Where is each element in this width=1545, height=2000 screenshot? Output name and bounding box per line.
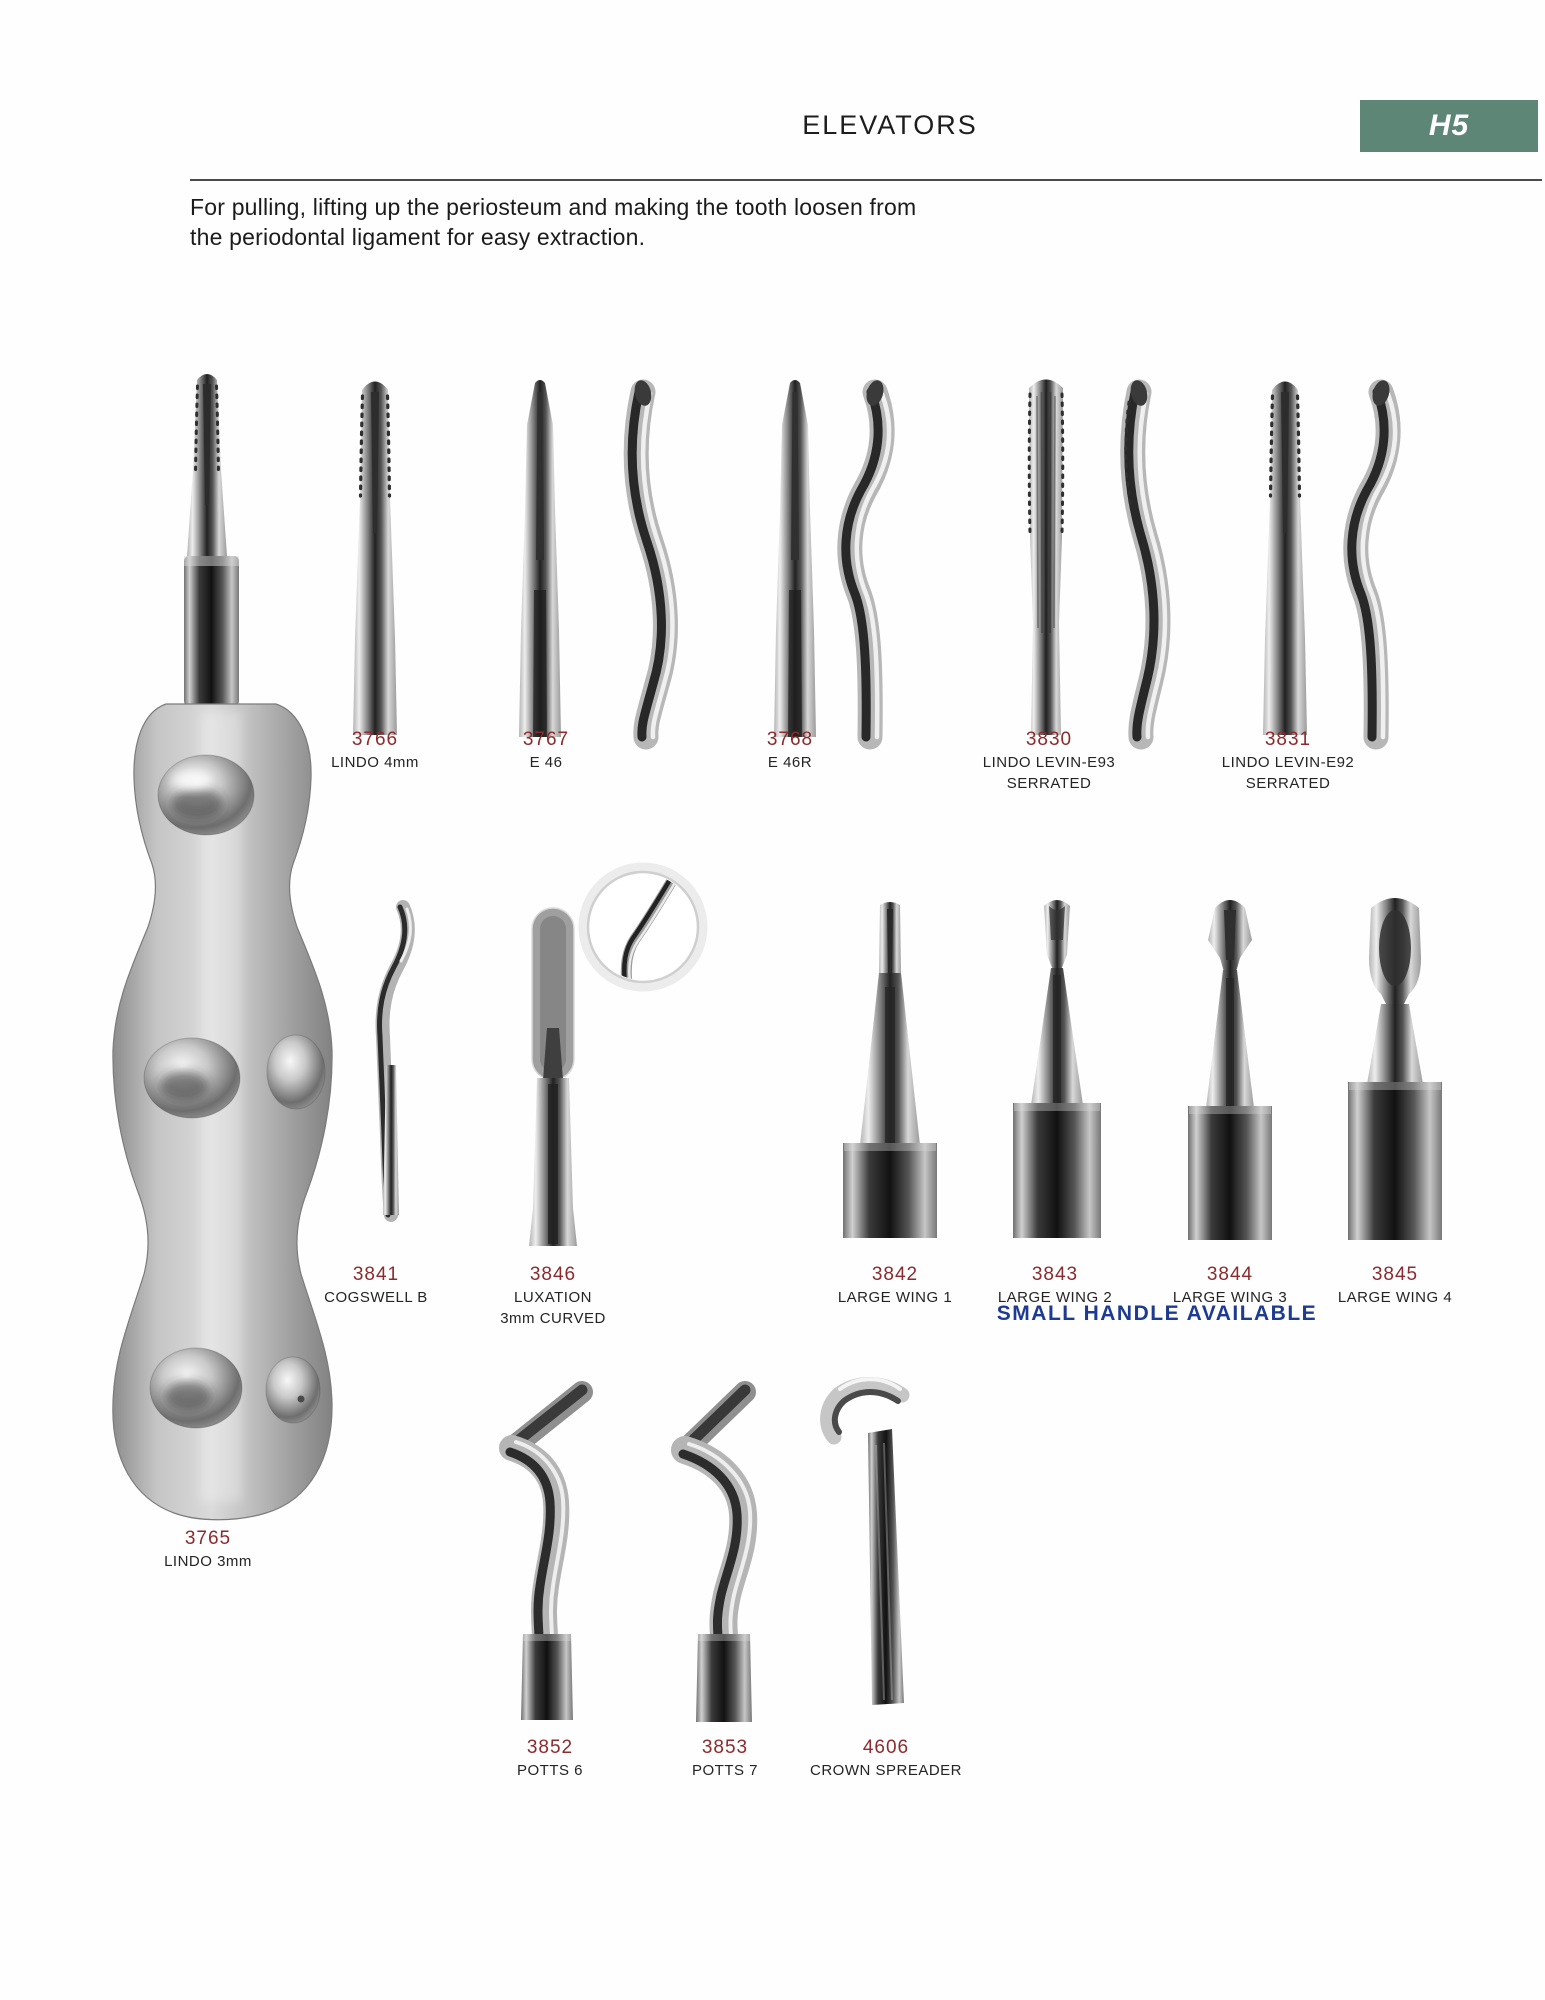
instrument-3765	[113, 374, 332, 1520]
product-name: CROWN SPREADER	[809, 1762, 963, 1779]
product-number: 3831	[1264, 729, 1312, 750]
label-3841	[324, 1264, 428, 1307]
instrument-4606	[828, 1379, 904, 1705]
product-number: 3842	[871, 1264, 919, 1285]
product-number: 3845	[1371, 1264, 1419, 1285]
label-3842	[838, 1264, 952, 1307]
product-name: POTTS 6	[516, 1762, 584, 1779]
instrument-3830-side	[1126, 378, 1165, 737]
label-3844	[1173, 1264, 1287, 1307]
instrument-3841	[380, 907, 411, 1215]
product-number: 3767	[522, 729, 570, 750]
instrument-3843	[1013, 900, 1101, 1238]
instrument-3846	[529, 908, 577, 1246]
product-name: LINDO 4mm	[331, 754, 419, 771]
product-name: LARGE WING 1	[837, 1289, 953, 1306]
instrument-3830-front	[1029, 380, 1063, 736]
label-3765	[164, 1528, 252, 1571]
product-name-line2: SERRATED	[1006, 775, 1092, 792]
product-number: 3768	[766, 729, 814, 750]
product-name: LARGE WING 3	[1172, 1289, 1288, 1306]
tip-detail-inset	[583, 867, 703, 987]
product-name-line2: SERRATED	[1245, 775, 1331, 792]
instrument-3842	[843, 902, 937, 1238]
instrument-3852	[510, 1390, 582, 1720]
label-3853	[692, 1737, 758, 1780]
product-name: LARGE WING 4	[1337, 1289, 1453, 1306]
instrument-3853	[683, 1390, 752, 1722]
label-3843	[998, 1264, 1112, 1307]
instrument-3766	[353, 382, 397, 736]
instrument-3845	[1348, 898, 1442, 1240]
product-name: LINDO LEVIN-E92	[1221, 754, 1355, 771]
product-name: E 46R	[767, 754, 813, 771]
product-name: LARGE WING 2	[997, 1289, 1113, 1306]
label-3830	[983, 729, 1116, 793]
instrument-3844	[1188, 900, 1272, 1240]
instrument-3767-side	[632, 378, 672, 737]
product-name: LINDO LEVIN-E93	[982, 754, 1116, 771]
instrument-3767-front	[519, 380, 561, 737]
label-3846	[500, 1264, 606, 1328]
product-number: 3846	[529, 1264, 577, 1285]
page-code: H5	[1428, 109, 1470, 142]
product-number: 3852	[526, 1737, 574, 1758]
label-4606	[810, 1737, 962, 1780]
product-number: 3765	[184, 1528, 232, 1549]
label-3831	[1222, 729, 1355, 793]
product-name: LUXATION	[514, 1289, 592, 1306]
product-name-line2: 3mm CURVED	[500, 1310, 606, 1327]
instrument-3831-front	[1263, 382, 1307, 736]
product-number: 3830	[1025, 729, 1073, 750]
product-number: 3841	[352, 1264, 400, 1285]
instrument-3831-side	[1352, 378, 1395, 737]
label-3766	[331, 729, 419, 772]
small-handle-note: SMALL HANDLE AVAILABLE	[996, 1302, 1318, 1325]
instrument-3768-side	[846, 378, 889, 737]
description-line-1: For pulling, lifting up the periosteum and making the tooth loosen from	[190, 194, 917, 220]
label-3845	[1338, 1264, 1452, 1307]
description-line-2: the periodontal ligament for easy extraction.	[190, 224, 646, 250]
product-number: 3843	[1031, 1264, 1079, 1285]
page-title: ELEVATORS	[802, 110, 978, 140]
instrument-3768-front	[774, 380, 816, 737]
label-3852	[517, 1737, 583, 1780]
product-name: COGSWELL B	[324, 1289, 428, 1306]
product-number: 3844	[1206, 1264, 1254, 1285]
product-number: 4606	[862, 1737, 910, 1758]
product-name: LINDO 3mm	[164, 1553, 252, 1570]
product-name: E 46	[529, 754, 563, 771]
label-3767	[523, 729, 569, 772]
label-3768	[767, 729, 813, 772]
product-number: 3853	[701, 1737, 749, 1758]
product-number: 3766	[351, 729, 399, 750]
product-name: POTTS 7	[691, 1762, 759, 1779]
